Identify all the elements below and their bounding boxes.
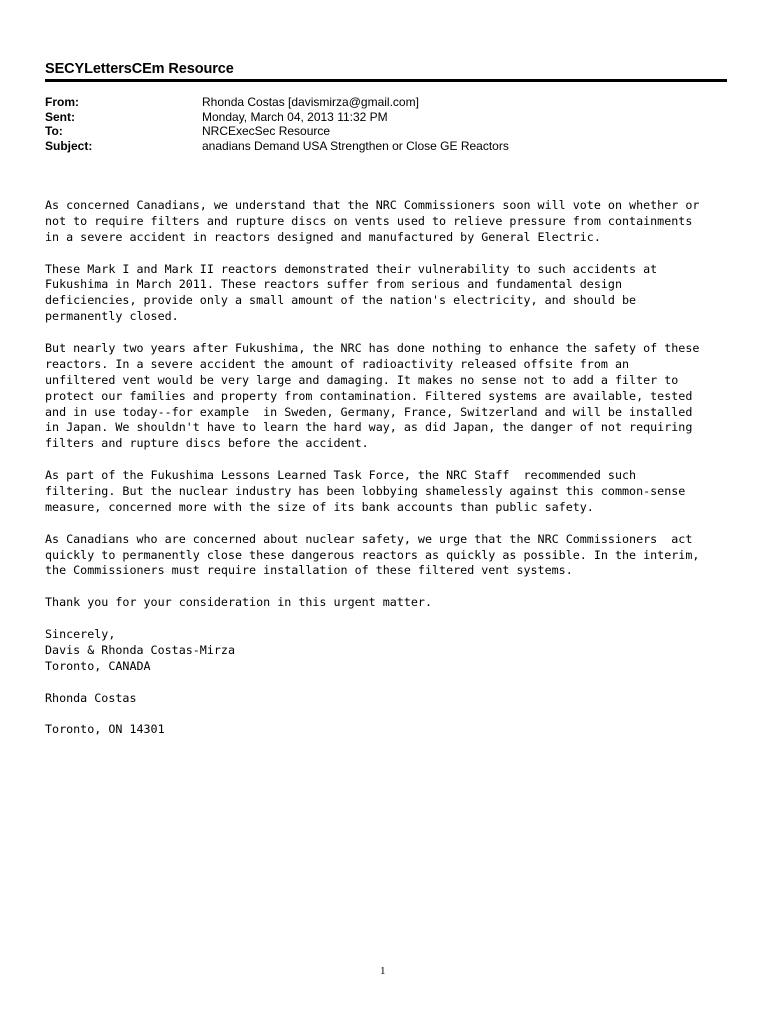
letter-line: filters and rupture discs before the accident. <box>45 436 369 451</box>
letter-paragraph <box>45 532 735 580</box>
letter-line: reactors. In a severe accident the amount of radioactivity released offsite from an <box>45 356 630 371</box>
letter-line: Sincerely, <box>45 627 116 642</box>
letter-line: But nearly two years after Fukushima, the NRC has done nothing to enhance the safety of these <box>45 341 700 356</box>
page-title: SECYLettersCEm Resource <box>45 61 234 77</box>
letter-paragraph <box>45 595 735 611</box>
letter-line: unfiltered vent would be very large and damaging. It makes no sense not to add a filter to <box>45 372 679 387</box>
letter-line: As Canadians who are concerned about nuclear safety, we urge that the NRC Commissioners act <box>45 531 693 546</box>
letter-line: in a severe accident in reactors designed and manufactured by General Electric. <box>45 229 601 244</box>
to-label: To: <box>45 124 63 138</box>
from-value: Rhonda Costas [davismirza@gmail.com] <box>202 95 419 109</box>
letter-line: measure, concerned more with the size of its bank accounts than public safety. <box>45 499 594 514</box>
letter-line: not to require filters and rupture discs on vents used to relieve pressure from containments <box>45 213 693 228</box>
letter-line: As part of the Fukushima Lessons Learned Task Force, the NRC Staff recommended such <box>45 468 637 483</box>
subject-label: Subject: <box>45 138 93 153</box>
letter-line: and in use today--for example in Sweden, Germany, France, Switzerland and will be installed <box>45 404 693 419</box>
header-row-subject <box>45 139 509 154</box>
letter-line: Toronto, ON 14301 <box>45 722 165 737</box>
header-row-sent <box>45 110 509 125</box>
letter-paragraph <box>45 198 735 246</box>
header-row-to <box>45 124 509 139</box>
email-header <box>45 95 509 153</box>
title-divider <box>45 79 727 82</box>
letter-body <box>45 198 735 754</box>
letter-line: protect our families and property from contamination. Filtered systems are available, tested <box>45 388 693 403</box>
letter-paragraph <box>45 691 735 707</box>
page-number: 1 <box>380 965 386 977</box>
letter-line: permanently closed. <box>45 309 179 324</box>
letter-line: in Japan. We shouldn't have to learn the hard way, as did Japan, the danger of not requiring <box>45 420 693 435</box>
letter-line: Rhonda Costas <box>45 690 137 705</box>
letter-line: Fukushima in March 2011. These reactors suffer from serious and fundamental design <box>45 277 622 292</box>
letter-line: filtering. But the nuclear industry has been lobbying shamelessly against this common-sense <box>45 484 686 499</box>
letter-paragraph <box>45 262 735 326</box>
letter-line: Davis & Rhonda Costas-Mirza <box>45 642 235 657</box>
sent-label: Sent: <box>45 109 75 124</box>
sent-value: Monday, March 04, 2013 11:32 PM <box>202 109 388 124</box>
letter-paragraph <box>45 468 735 516</box>
to-value: NRCExecSec Resource <box>202 124 331 138</box>
letter-line: Toronto, CANADA <box>45 658 151 673</box>
letter-line: deficiencies, provide only a small amount of the nation's electricity, and should be <box>45 293 637 308</box>
letter-line: the Commissioners must require installation of these filtered vent systems. <box>45 563 573 578</box>
letter-line: Thank you for your consideration in this urgent matter. <box>45 595 433 610</box>
letter-paragraph <box>45 627 735 675</box>
letter-line: quickly to permanently close these dangerous reactors as quickly as possible. In the interim, <box>45 547 700 562</box>
letter-paragraph <box>45 722 735 738</box>
letter-line: As concerned Canadians, we understand that the NRC Commissioners soon will vote on whether or <box>45 198 700 212</box>
letter-line: These Mark I and Mark II reactors demonstrated their vulnerability to such accidents at <box>45 261 658 276</box>
subject-value: anadians Demand USA Strengthen or Close GE Reactors <box>202 138 509 153</box>
header-row-from <box>45 95 509 110</box>
from-label: From: <box>45 95 79 109</box>
letter-paragraph <box>45 341 735 452</box>
